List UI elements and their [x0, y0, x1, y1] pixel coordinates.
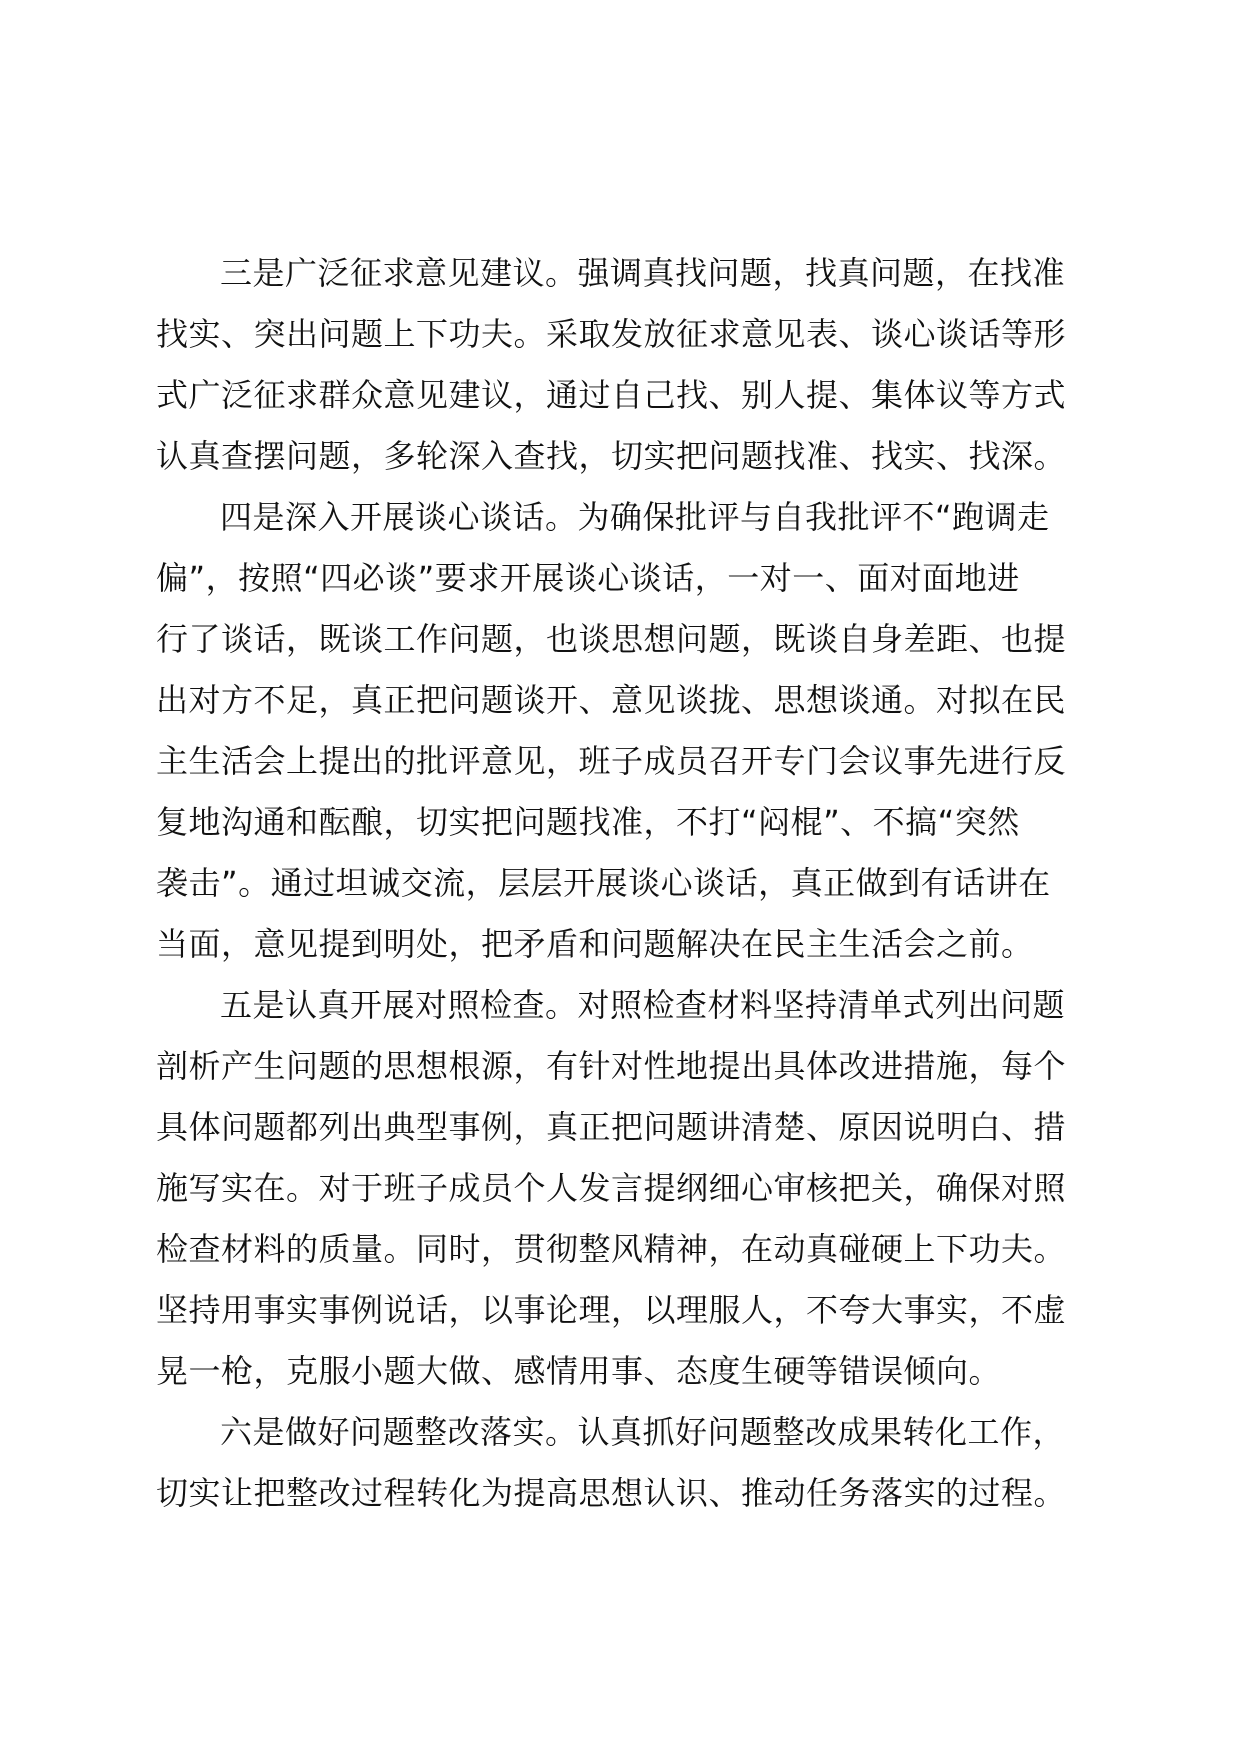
text-line: 出对方不足，真正把问题谈开、意见谈拢、思想谈通。对拟在民: [156, 681, 1067, 719]
text-line: 六是做好问题整改落实。认真抓好问题整改成果转化工作，: [220, 1413, 1066, 1451]
text-line: 主生活会上提出的批评意见，班子成员召开专门会议事先进行反: [156, 742, 1067, 780]
text-line: 具体问题都列出典型事例，真正把问题讲清楚、原因说明白、措: [156, 1108, 1067, 1146]
text-line: 四是深入开展谈心谈话。为确保批评与自我批评不“跑调走: [220, 498, 1050, 536]
text-line: 三是广泛征求意见建议。强调真找问题，找真问题，在找准: [220, 254, 1066, 292]
text-line: 晃一枪，克服小题大做、感情用事、态度生硬等错误倾向。: [156, 1352, 1002, 1390]
text-line: 偏”，按照“四必谈”要求开展谈心谈话，一对一、面对面地进: [156, 559, 1020, 597]
document-body: [156, 243, 1096, 1524]
text-line: 找实、突出问题上下功夫。采取发放征求意见表、谈心谈话等形: [156, 315, 1067, 353]
text-line: 检查材料的质量。同时，贯彻整风精神，在动真碰硬上下功夫。: [156, 1230, 1067, 1268]
text-line: 当面，意见提到明处，把矛盾和问题解决在民主生活会之前。: [156, 925, 1034, 963]
text-line: 复地沟通和酝酿，切实把问题找准，不打“闷棍”、不搞“突然: [156, 803, 1020, 841]
text-line: 坚持用事实事例说话，以事论理，以理服人，不夸大事实，不虚: [156, 1291, 1067, 1329]
paragraph-heart-to-heart-talks: [156, 487, 1096, 975]
text-line: 施写实在。对于班子成员个人发言提纲细心审核把关，确保对照: [156, 1169, 1067, 1207]
text-line: 剖析产生问题的思想根源，有针对性地提出具体改进措施，每个: [156, 1047, 1067, 1085]
text-line: 袭击”。通过坦诚交流，层层开展谈心谈话，真正做到有话讲在: [156, 864, 1051, 902]
text-line: 五是认真开展对照检查。对照检查材料坚持清单式列出问题: [220, 986, 1066, 1024]
paragraph-self-examination: [156, 975, 1096, 1402]
paragraph-rectification: [156, 1402, 1096, 1524]
text-line: 行了谈话，既谈工作问题，也谈思想问题，既谈自身差距、也提: [156, 620, 1067, 658]
text-line: 认真查摆问题，多轮深入查找，切实把问题找准、找实、找深。: [156, 437, 1067, 475]
text-line: 式广泛征求群众意见建议，通过自己找、别人提、集体议等方式: [156, 376, 1067, 414]
text-line: 切实让把整改过程转化为提高思想认识、推动任务落实的过程。: [156, 1474, 1067, 1512]
paragraph-solicit-opinions: [156, 243, 1096, 487]
